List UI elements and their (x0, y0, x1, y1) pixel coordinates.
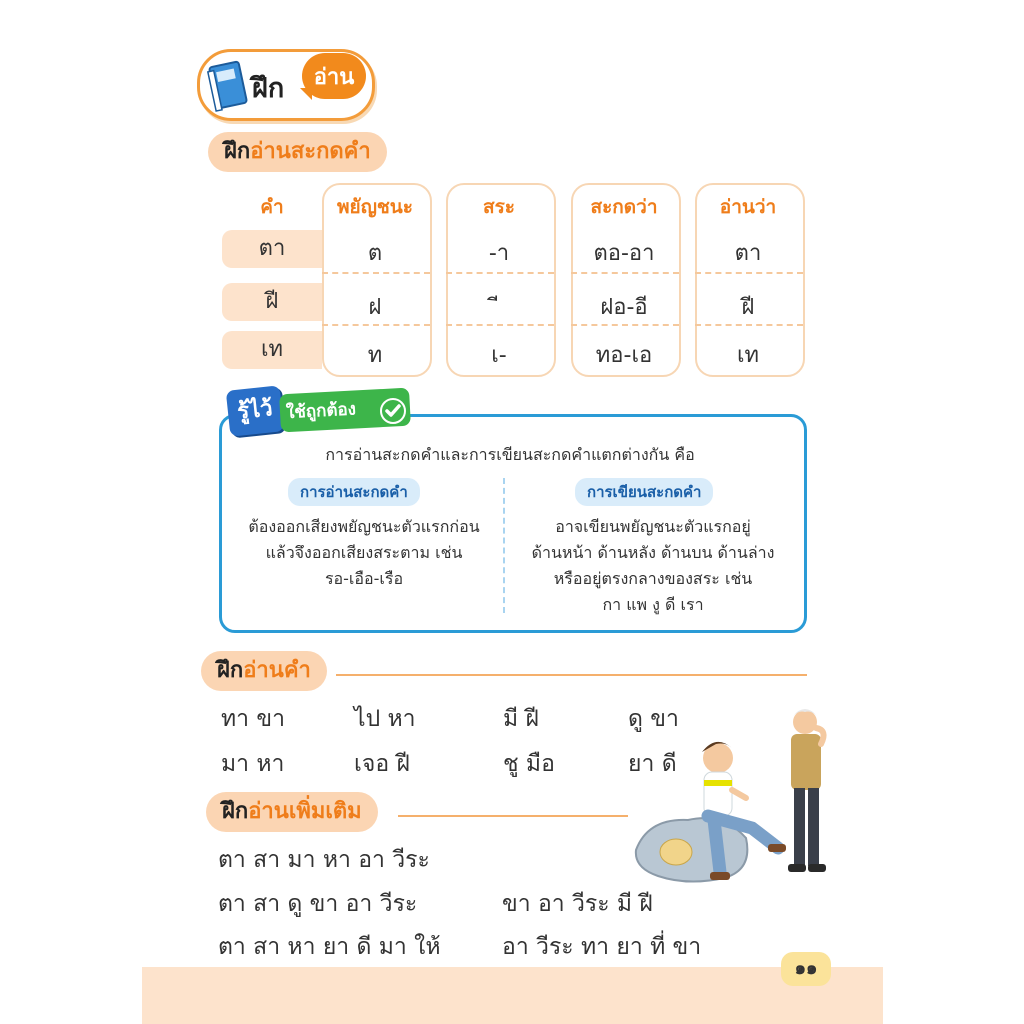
section-rule (336, 674, 807, 676)
practice-word: มา หา (221, 751, 285, 777)
table-row-header: คำ (260, 196, 284, 218)
info-divider (503, 478, 505, 613)
column-header: พยัญชนะ (337, 196, 413, 218)
section-title-orange: อ่านคำ (243, 658, 311, 683)
info-intro-text: การอ่านสะกดคำและการเขียนสะกดคำแตกต่างกัน คือ (325, 445, 695, 464)
checkmark-icon (380, 398, 406, 424)
text-line: แล้วจึงออกเสียงสระตาม เช่น (265, 543, 463, 562)
practice-word: ชู มือ (503, 751, 555, 777)
text-line: ด้านหน้า ด้านหลัง ด้านบน ด้านล่าง (531, 543, 775, 562)
info-right-text (512, 514, 794, 618)
row-separator (446, 324, 554, 328)
section-title-words (201, 651, 327, 691)
table-row-word: ฝี (222, 283, 322, 321)
section-title-dark: ฝึก (224, 139, 251, 164)
table-cell: เท (736, 343, 760, 368)
text-line: กา แพ งู ดี เรา (602, 595, 704, 614)
page-footer-band (142, 967, 883, 1024)
row-separator (322, 272, 430, 276)
table-cell: เ- (491, 343, 507, 368)
table-cell: ตา (734, 241, 762, 266)
book-icon (207, 60, 249, 112)
header-speech-bubble: อ่าน (302, 53, 366, 99)
info-left-text (232, 514, 496, 592)
row-separator (695, 324, 803, 328)
table-cell (444, 289, 554, 324)
header-title: ฝึก (252, 73, 285, 104)
table-cell: ฝี (741, 295, 755, 320)
row-separator (571, 324, 679, 328)
practice-word: ยา ดี (628, 751, 677, 777)
text-line: หรืออยู่ตรงกลางของสระ เช่น (553, 569, 753, 588)
tip-badge-label: ใช้ถูกต้อง (279, 388, 411, 433)
table-cell: ทอ-เอ (595, 343, 653, 368)
extra-line: ตา สา มา หา อา วีระ (218, 847, 430, 873)
table-row-word: ตา (222, 230, 322, 268)
table-cell: ฝ (368, 295, 382, 320)
column-header: อ่านว่า (719, 196, 777, 218)
section-rule (398, 815, 628, 817)
column-header: สะกดว่า (590, 196, 658, 218)
extra-line: ขา อา วีระ มี ฝี (502, 891, 653, 917)
table-cell: ฝอ-อี (600, 295, 648, 320)
text-line: อาจเขียนพยัญชนะตัวแรกอยู่ (555, 517, 751, 536)
tip-badge: รู้ไว้ (226, 385, 285, 436)
table-cell: ต (367, 241, 383, 266)
table-cell: ท (367, 343, 383, 368)
extra-line: อา วีระ ทา ยา ที่ ขา (502, 934, 702, 960)
text-line: ต้องออกเสียงพยัญชนะตัวแรกก่อน (248, 517, 480, 536)
info-left-title: การอ่านสะกดคำ (288, 478, 420, 506)
section-title-orange: อ่านเพิ่มเติม (248, 799, 362, 824)
column-header: สระ (482, 196, 515, 218)
extra-line: ตา สา ดู ขา อา วีระ (218, 891, 418, 917)
info-right-title: การเขียนสะกดคำ (575, 478, 713, 506)
table-cell: -า (488, 241, 510, 266)
practice-word: ดู ขา (628, 706, 679, 732)
illustration-boy-and-grandpa (628, 700, 843, 892)
table-row-word: เท (222, 331, 322, 369)
section-title-spelling (208, 132, 387, 172)
row-separator (571, 272, 679, 276)
extra-line: ตา สา หา ยา ดี มา ให้ (218, 934, 441, 960)
practice-word: เจอ ฝี (354, 751, 410, 777)
section-title-extra (206, 792, 378, 832)
row-separator (322, 324, 430, 328)
section-title-dark: ฝึก (222, 799, 249, 824)
section-title-orange: อ่านสะกดคำ (250, 139, 371, 164)
text-line: รอ-เอือ-เรือ (324, 569, 404, 588)
practice-word: มี ฝี (503, 706, 539, 732)
page-number: ๑๑ (781, 952, 831, 986)
table-cell: ตอ-อา (593, 241, 655, 266)
practice-word: ทา ขา (221, 706, 286, 732)
practice-word: ไป หา (354, 706, 416, 732)
row-separator (695, 272, 803, 276)
row-separator (446, 272, 554, 276)
section-title-dark: ฝึก (217, 658, 244, 683)
